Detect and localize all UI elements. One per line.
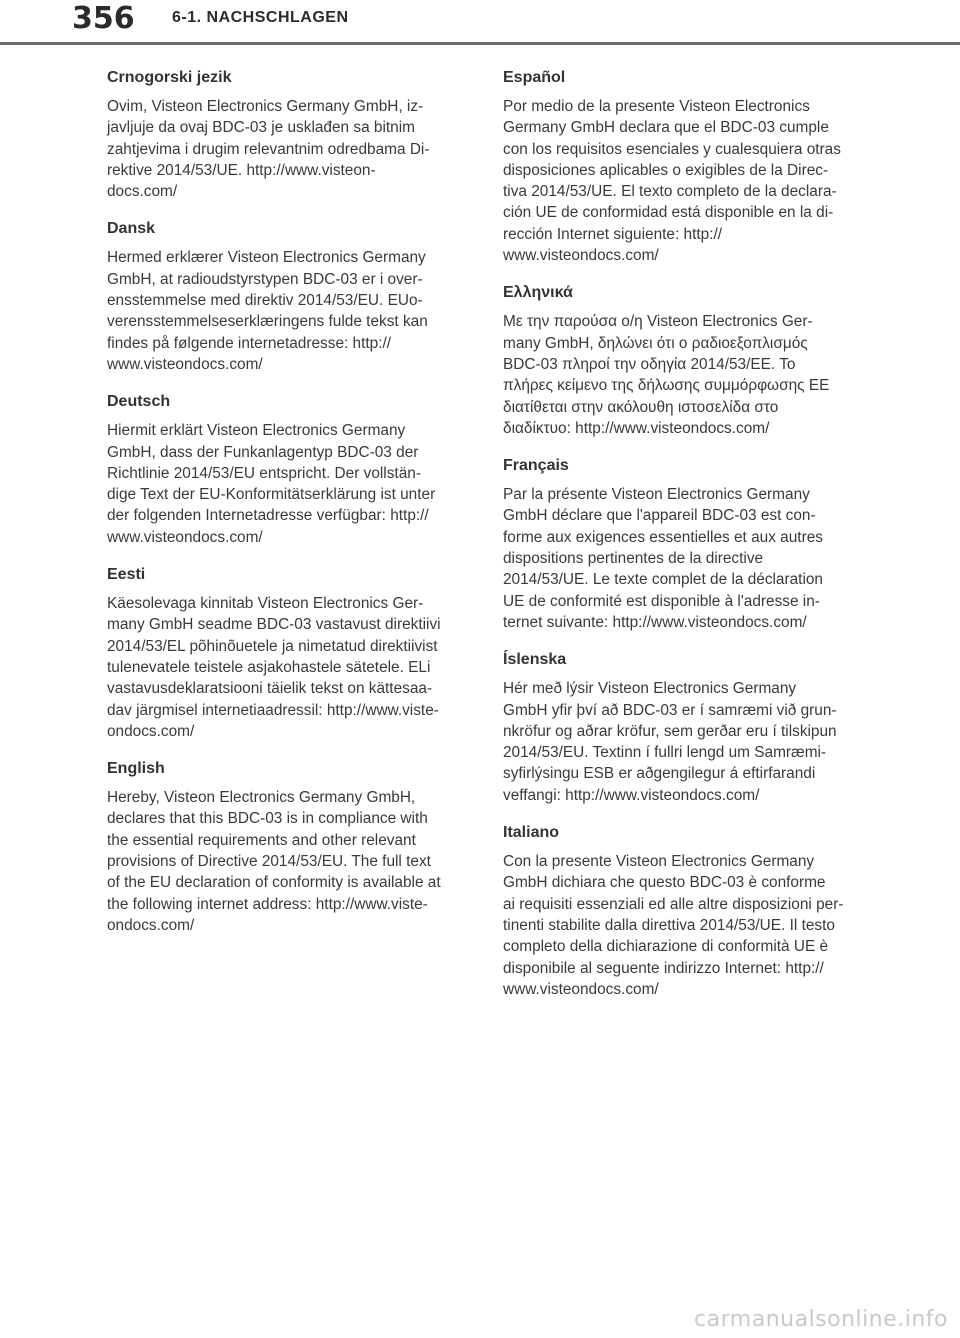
lang-heading: English: [107, 760, 165, 778]
lang-heading: Español: [503, 69, 566, 86]
page-header: [0, 0, 960, 44]
lang-block-francais: [503, 456, 865, 633]
lang-text: Por medio de la presente Visteon Electronics Germany GmbH declara que el BDC-03 cumple con los requisitos esenciales y cualesquiera otras disposiciones aplicables o exigibles de la Direc- tiva 2014/53/UE. El texto completo de la declara- ción UE de conformidad está disponible en la di- rección Internet siguiente: http:// www.visteondocs.com/: [503, 98, 841, 265]
page-number: 356: [72, 1, 135, 36]
lang-block-crnogorski: [107, 68, 469, 202]
lang-text: Hiermit erklärt Visteon Electronics Germany GmbH, dass der Funkanlagentyp BDC-03 der Richtlinie 2014/53/EU entspricht. Der vollstän- dige Text der EU-Konformitätserklärung ist unter der folgenden Internetadresse verfügbar: http:// www.visteondocs.com/: [107, 422, 436, 546]
lang-text: Hér með lýsir Visteon Electronics Germany GmbH yfir því að BDC-03 er í samræmi við grun- nkröfur og aðrar kröfur, sem gerðar eru í tilskipun 2014/53/EU. Textinn í fullri lengd um Samræmi- syfirlýsingu ESB er aðgengilegur á eftirfarandi veffangi: http://www.visteondocs.com/: [503, 680, 837, 804]
lang-text: Με την παρούσα ο/η Visteon Electronics Ger- many GmbH, δηλώνει ότι ο ραδιοεξοπλισμός BDC-03 πληροί την οδηγία 2014/53/ΕΕ. Το πλήρες κείμενο της δήλωσης συμμόρφωσης ΕΕ διατίθεται στην ακόλουθη ιστοσελίδα στο διαδίκτυο: http://www.visteondocs.com/: [503, 313, 830, 437]
lang-heading: Dansk: [107, 220, 156, 238]
lang-heading: Italiano: [503, 824, 560, 842]
right-column: [503, 68, 865, 1017]
watermark: carmanualsonline.info: [694, 1307, 948, 1332]
lang-block-ellinika: [503, 283, 865, 439]
lang-heading: Crnogorski jezik: [107, 69, 232, 86]
lang-heading: Deutsch: [107, 393, 171, 411]
lang-heading: Ελληνικά: [503, 284, 573, 302]
left-column: [107, 68, 469, 953]
lang-text: Käesolevaga kinnitab Visteon Electronics Ger- many GmbH seadme BDC-03 vastavust direktiivi 2014/53/EL põhinõuetele ja nimetatud direktiivist tulenevatele teistele asjakohastele sätetele. ELi vastavusdeklaratsiooni täielik tekst on kättesaa- dav järgmisel internetiaadressil: http://www.viste- ondocs.com/: [107, 595, 441, 740]
lang-text: Hermed erklærer Visteon Electronics Germany GmbH, at radioudstyrstypen BDC-03 er i over- ensstemmelse med direktiv 2014/53/EU. EUo- verensstemmelseserklæringens fulde tekst kan findes på følgende internetadresse: http:// www.visteondocs.com/: [107, 249, 428, 373]
lang-text: Hereby, Visteon Electronics Germany GmbH, declares that this BDC-03 is in compliance with the essential requirements and other relevant provisions of Directive 2014/53/EU. The full text of the EU declaration of conformity is available at the following internet address: http://www.viste- ondocs.com/: [107, 789, 441, 934]
lang-block-italiano: [503, 823, 865, 1000]
lang-heading: Français: [503, 457, 569, 475]
lang-block-islenska: [503, 650, 865, 806]
lang-block-espanol: [503, 68, 865, 266]
header-divider: [0, 42, 960, 45]
lang-text: Con la presente Visteon Electronics Germany GmbH dichiara che questo BDC-03 è conforme ai requisiti essenziali ed alle altre disposizioni per- tinenti stabilite dalla direttiva 2014/53/UE. Il testo completo della dichiarazione di conformità UE è disponibile al seguente indirizzo Internet: http:// www.visteondocs.com/: [503, 853, 844, 998]
lang-heading: Eesti: [107, 566, 146, 584]
lang-block-english: [107, 759, 469, 936]
lang-text: Ovim, Visteon Electronics Germany GmbH, iz- javljuje da ovaj BDC-03 je usklađen sa bitnim zahtjevima i drugim relevantnim odredbama Di- rektive 2014/53/UE. http://www.visteon- docs.com/: [107, 98, 430, 201]
lang-block-eesti: [107, 565, 469, 742]
section-title: 6-1. NACHSCHLAGEN: [172, 9, 349, 26]
lang-block-dansk: [107, 219, 469, 375]
lang-block-deutsch: [107, 392, 469, 548]
lang-text: Par la présente Visteon Electronics Germany GmbH déclare que l'appareil BDC-03 est con- forme aux exigences essentielles et aux autres dispositions pertinentes de la directive 2014/53/UE. Le texte complet de la déclaration UE de conformité est disponible à l'adresse in- ternet suivante: http://www.visteondocs.com/: [503, 486, 823, 631]
lang-heading: Íslenska: [503, 651, 567, 669]
